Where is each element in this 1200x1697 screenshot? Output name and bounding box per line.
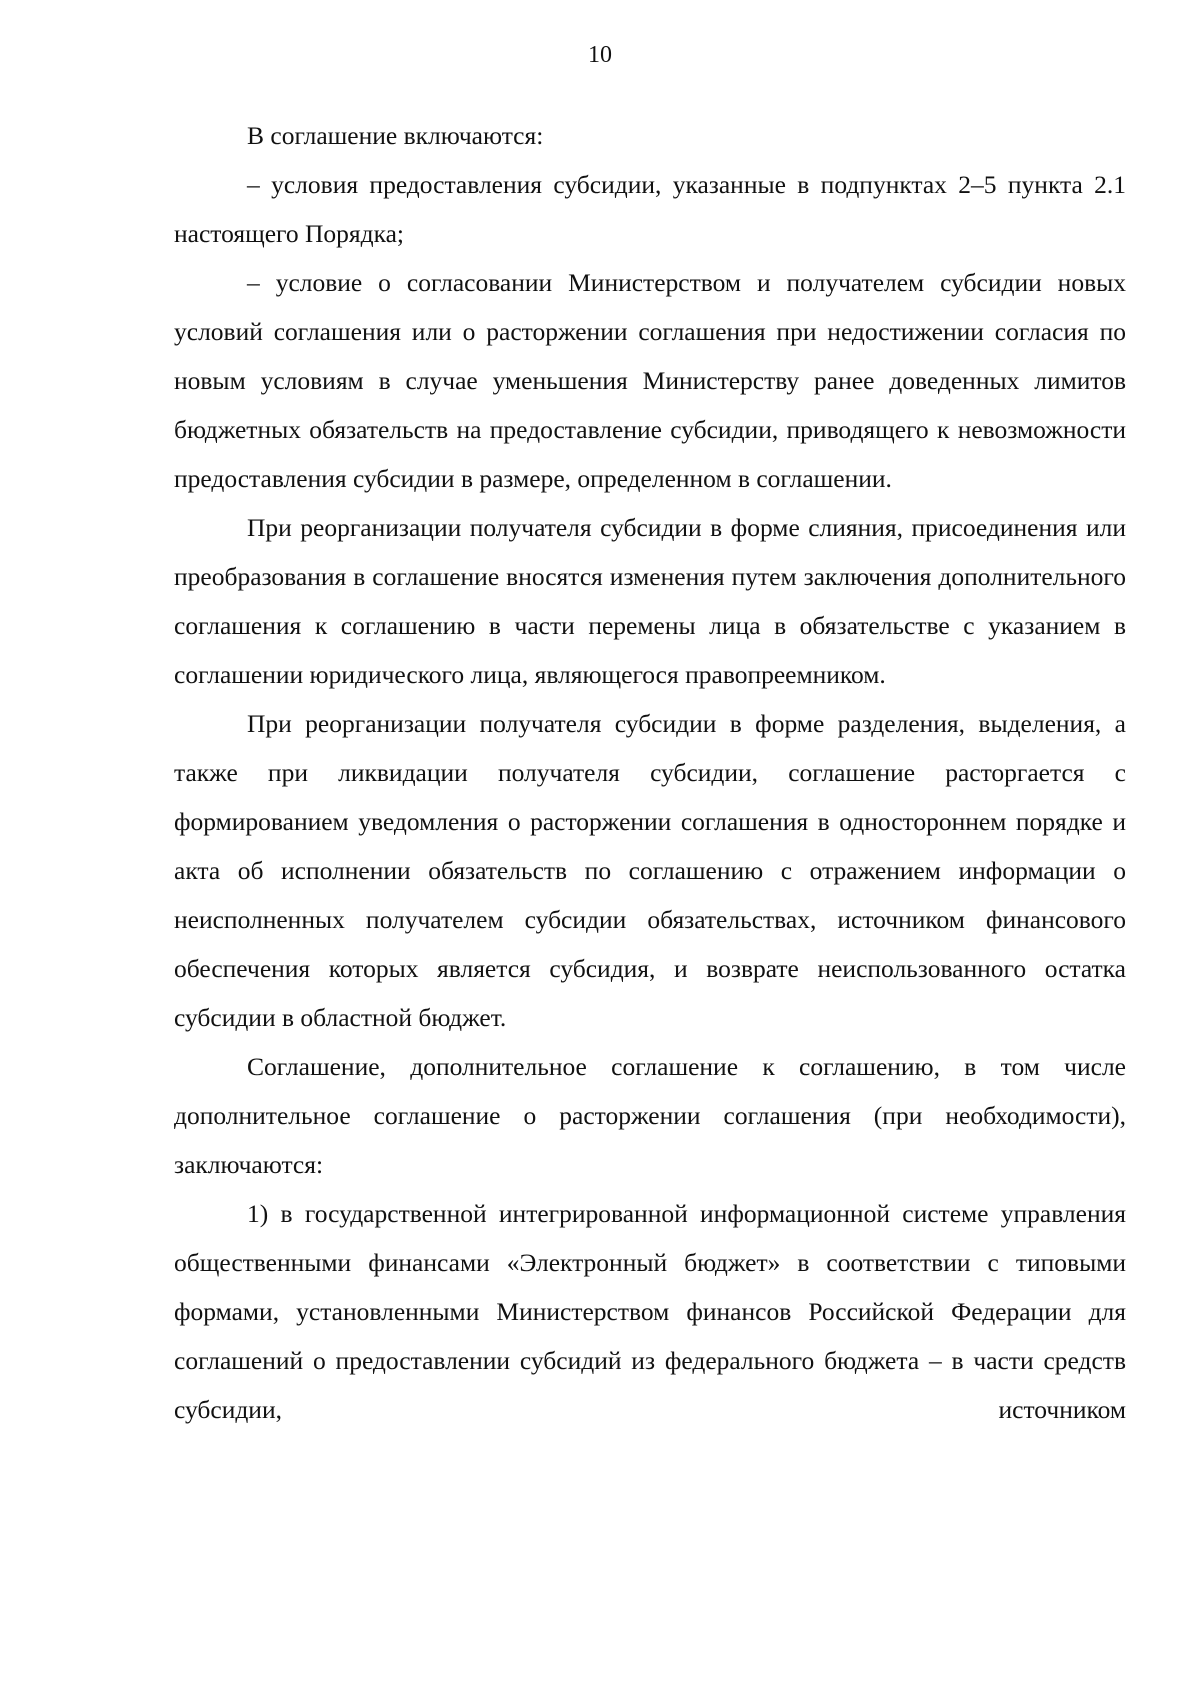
paragraph-conditions-subsidy: – условия предоставления субсидии, указанные в подпунктах 2–5 пункта 2.1 настоящего Порядка; bbox=[174, 170, 1126, 248]
paragraph-condition-agreement-change: – условие о согласовании Министерством и получателем субсидии новых условий соглашения или о расторжении соглашения при недостижении согласия по новым условиям в случае уменьшения Министерству ранее доведенных лимитов бюджетных обязательств на предоставление субсидии, приводящего к невозможности предоставления субсидии в размере, определенном в соглашении. bbox=[174, 268, 1126, 493]
paragraph-reorganization-merger: При реорганизации получателя субсидии в форме слияния, присоединения или преобразования в соглашение вносятся изменения путем заключения дополнительного соглашения к соглашению в части перемены лица в обязательстве с указанием в соглашении юридического лица, являющегося правопреемником. bbox=[174, 513, 1126, 689]
paragraph-agreements-concluded: Соглашение, дополнительное соглашение к соглашению, в том числе дополнительное соглашение о расторжении соглашения (при необходимости), заключаются: bbox=[174, 1052, 1126, 1179]
paragraph-reorganization-division: При реорганизации получателя субсидии в форме разделения, выделения, а также при ликвидации получателя субсидии, соглашение расторгается с формированием уведомления о расторжении соглашения в одностороннем порядке и акта об исполнении обязательств по соглашению с отражением информации о неисполненных получателем субсидии обязательствах, источником финансового обеспечения которых является субсидия, и возврате неиспользованного остатка субсидии в областной бюджет. bbox=[174, 709, 1126, 1032]
document-body bbox=[174, 111, 1126, 1434]
page-number: 10 bbox=[588, 42, 612, 68]
paragraph-electronic-budget: 1) в государственной интегрированной информационной системе управления общественными финансами «Электронный бюджет» в соответствии с типовыми формами, установленными Министерством финансов Российской Федерации для соглашений о предоставлении субсидий из федерального бюджета – в части средств субсидии, источником bbox=[174, 1199, 1126, 1424]
paragraph-agreement-includes: В соглашение включаются: bbox=[247, 121, 544, 150]
